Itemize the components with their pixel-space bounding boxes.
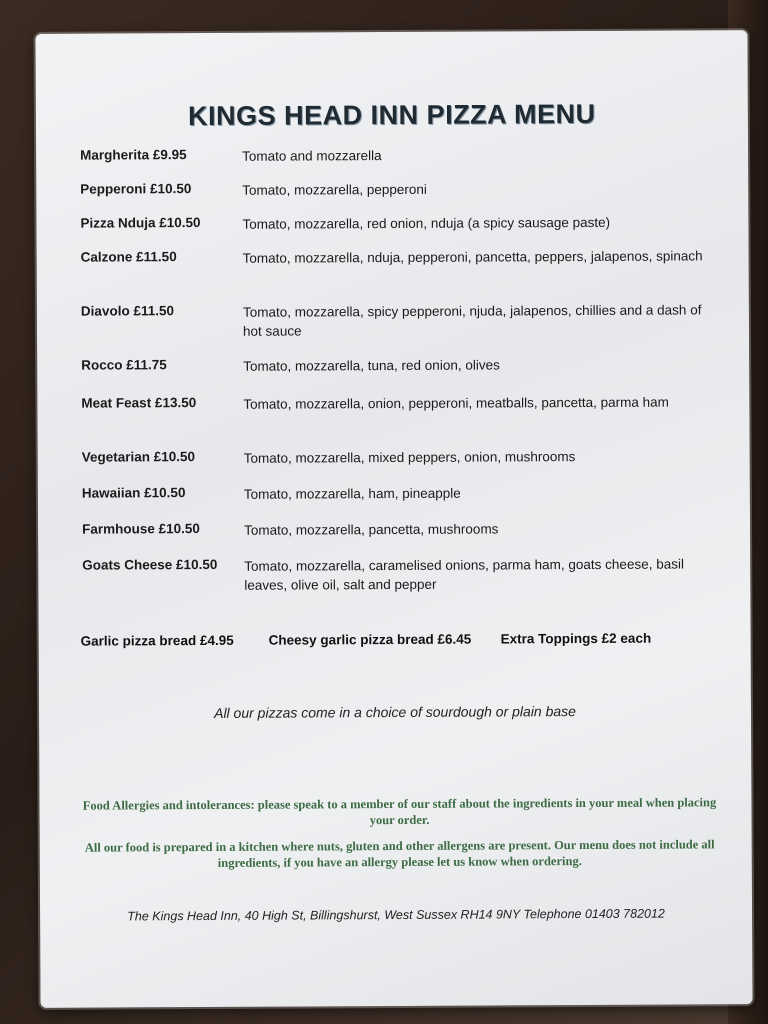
menu-item — [80, 178, 710, 198]
allergy-notice: Food Allergies and intolerances: please speak to a member of our staff about the ingredients in your meal when placing your order. — [82, 795, 717, 828]
menu-item — [81, 446, 712, 466]
item-name: Meat Feast £13.50 — [81, 395, 197, 411]
menu-item — [81, 482, 712, 502]
item-description: Tomato, mozzarella, pancetta, mushrooms — [244, 521, 499, 538]
item-name: Goats Cheese £10.50 — [82, 556, 218, 573]
menu-item — [80, 144, 710, 164]
item-description: Tomato, mozzarella, ham, pineapple — [243, 485, 461, 502]
menu-item — [81, 392, 711, 412]
garlic-bread-item: Garlic pizza bread £4.95 — [80, 632, 234, 649]
menu-title: KINGS HEAD INN PIZZA MENU — [188, 98, 596, 132]
menu-sheet — [35, 30, 752, 1008]
menu-item — [80, 246, 711, 266]
item-description: Tomato, mozzarella, caramelised onions, parma ham, goats cheese, basil leaves, olive oil, salt and pepper — [244, 556, 684, 593]
item-name: Pizza Nduja £10.50 — [80, 215, 201, 231]
base-choice-note: All our pizzas come in a choice of sourdough or plain base — [214, 703, 576, 721]
item-name: Vegetarian £10.50 — [81, 449, 196, 465]
item-name: Diavolo £11.50 — [80, 303, 175, 319]
menu-item — [82, 554, 712, 593]
item-name: Margherita £9.95 — [80, 147, 187, 163]
menu-item — [82, 518, 712, 538]
menu-item — [80, 300, 711, 339]
item-description: Tomato, mozzarella, onion, pepperoni, meatballs, pancetta, parma ham — [243, 394, 669, 412]
item-name: Rocco £11.75 — [81, 357, 167, 373]
item-description: Tomato, mozzarella, nduja, pepperoni, pancetta, peppers, jalapenos, spinach — [242, 248, 703, 266]
item-description: Tomato, mozzarella, pepperoni — [242, 181, 427, 198]
item-name: Farmhouse £10.50 — [82, 521, 200, 537]
item-description: Tomato and mozzarella — [242, 148, 382, 164]
item-description: Tomato, mozzarella, red onion, nduja (a spicy sausage paste) — [242, 214, 611, 232]
address-footer: The Kings Head Inn, 40 High St, Billingshurst, West Sussex RH14 9NY Telephone 01403 782012 — [127, 906, 665, 924]
allergen-warning: All our food is prepared in a kitchen where nuts, gluten and other allergens are present. Our menu does not include all ingredients, if you have an allergy please let us know when ordering. — [84, 837, 715, 870]
cheesy-garlic-bread-item: Cheesy garlic pizza bread £6.45 — [268, 631, 472, 648]
item-name: Calzone £11.50 — [80, 249, 177, 265]
item-description: Tomato, mozzarella, tuna, red onion, olives — [243, 357, 500, 374]
menu-item — [80, 212, 710, 232]
item-description: Tomato, mozzarella, spicy pepperoni, njuda, jalapenos, chillies and a dash of hot sauce — [242, 302, 702, 339]
item-description: Tomato, mozzarella, mixed peppers, onion, mushrooms — [243, 449, 576, 466]
extra-toppings-item: Extra Toppings £2 each — [500, 630, 652, 647]
item-name: Pepperoni £10.50 — [80, 181, 192, 197]
item-name: Hawaiian £10.50 — [81, 485, 186, 501]
extras-row — [80, 630, 721, 649]
menu-item — [81, 354, 711, 374]
